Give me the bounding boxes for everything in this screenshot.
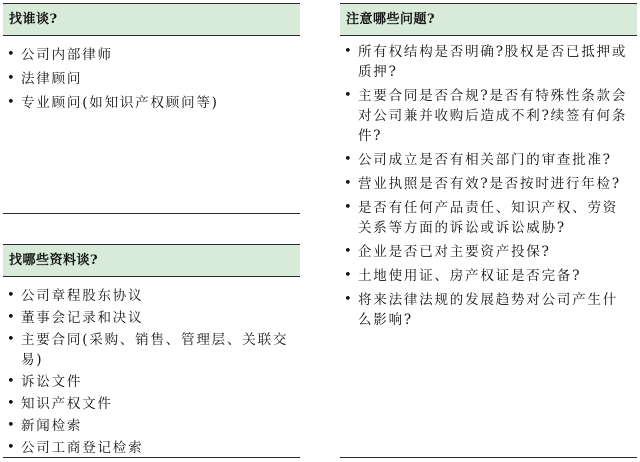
who-list [3,45,300,113]
list-item: • 主要合同是否合规?是否有特殊性条款会对公司兼并收购后造成不利?续签有何条件? [340,86,633,146]
materials-panel-title: 找哪些资料谈? [3,244,300,277]
list-item: • 所有权结构是否明确?股权是否已抵押或质押? [340,42,633,82]
materials-panel [3,244,300,460]
issues-panel-bottom-rule [340,457,637,458]
who-panel-title: 找谁谈? [3,3,300,36]
list-item: • 主要合同(采购、销售、管理层、关联交易) [3,330,295,370]
list-item: • 公司成立是否有相关部门的审查批准? [340,150,633,170]
list-item: • 公司内部律师 [3,45,300,65]
list-item: • 法律顾问 [3,69,300,89]
who-panel [3,3,300,117]
list-item: • 土地使用证、房产权证是否完备? [340,266,633,286]
list-item: • 公司工商登记检索 [3,438,295,458]
list-item: • 董事会记录和决议 [3,308,295,328]
list-item: • 营业执照是否有效?是否按时进行年检? [340,174,633,194]
list-item: • 知识产权文件 [3,394,295,414]
materials-panel-bottom-rule [3,457,300,458]
list-item: • 诉讼文件 [3,372,295,392]
list-item: • 公司章程股东协议 [3,286,295,306]
list-item: • 专业顾问(如知识产权顾问等) [3,93,300,113]
list-item: • 新闻检索 [3,416,295,436]
materials-list [3,286,295,458]
list-item: • 企业是否已对主要资产投保? [340,242,633,262]
list-item: • 将来法律法规的发展趋势对公司产生什么影响? [340,290,633,330]
who-panel-bottom-rule [3,213,300,214]
list-item: • 是否有任何产品责任、知识产权、劳资关系等方面的诉讼或诉讼威胁? [340,198,633,238]
issues-panel-title: 注意哪些问题? [340,3,637,36]
issues-list [340,42,633,330]
issues-panel [340,3,637,334]
